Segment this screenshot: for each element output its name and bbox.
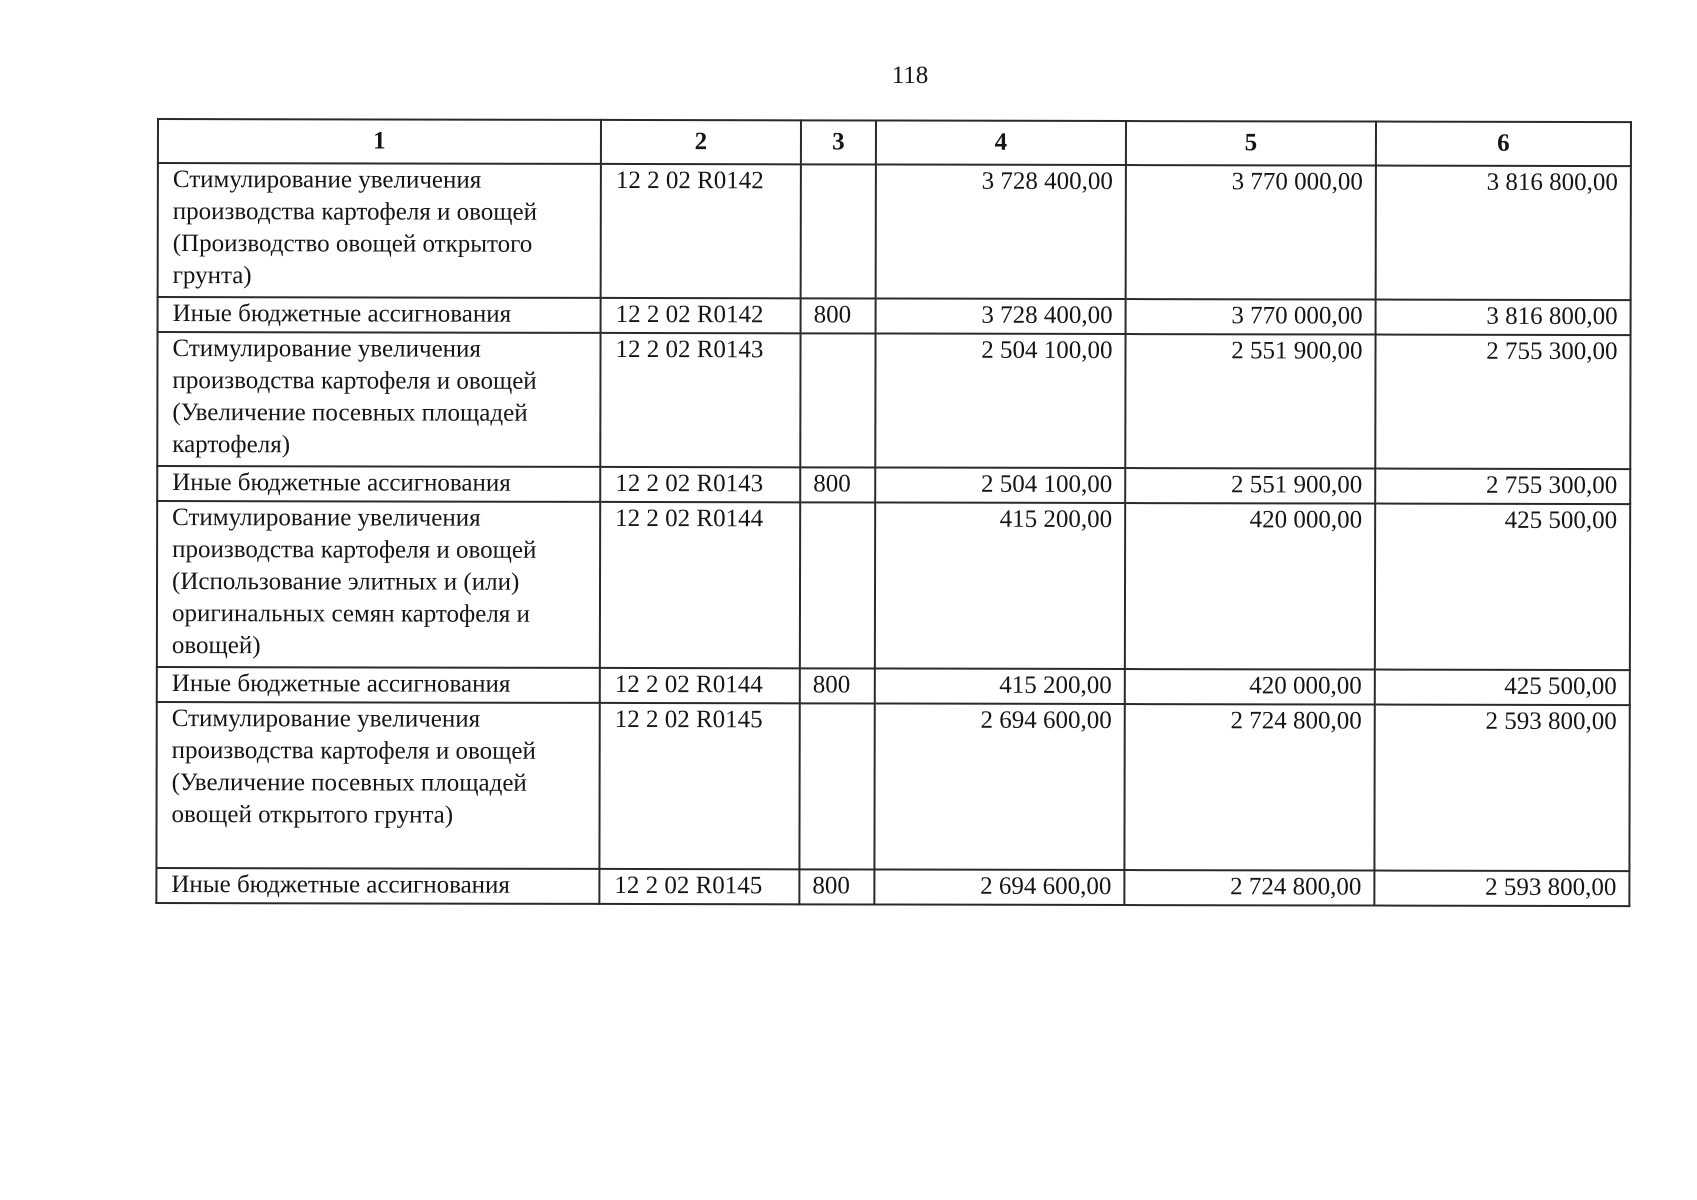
row-amount-col4: 415 200,00 [875, 669, 1125, 705]
row-amount-col5: 420 000,00 [1125, 669, 1375, 705]
row-name: Иные бюджетные ассигнования [156, 868, 599, 904]
row-expense-type [799, 703, 874, 869]
column-header: 5 [1126, 121, 1376, 166]
row-amount-col6: 425 500,00 [1375, 504, 1630, 671]
row-amount-col4: 2 504 100,00 [875, 468, 1125, 504]
table-row [157, 667, 1630, 705]
row-code: 12 2 02 R0143 [600, 333, 800, 467]
row-code: 12 2 02 R0142 [601, 164, 801, 298]
row-name: Стимулирование увеличения производства картофеля и овощей (Производство овощей открытого грунта) [158, 163, 601, 298]
row-name: Стимулирование увеличения производства картофеля и овощей (Увеличение посевных площадей овощей открытого грунта) [156, 702, 599, 869]
table-row [157, 501, 1630, 670]
row-amount-col5: 420 000,00 [1125, 503, 1375, 670]
row-expense-type: 800 [801, 298, 876, 333]
row-amount-col4: 3 728 400,00 [876, 165, 1126, 300]
row-amount-col4: 415 200,00 [875, 503, 1125, 670]
row-name: Стимулирование увеличения производства картофеля и овощей (Использование элитных и (или) оригинальных семян картофеля и овощей) [157, 501, 600, 668]
row-code: 12 2 02 R0145 [599, 869, 799, 904]
row-amount-col6: 2 593 800,00 [1374, 871, 1629, 907]
row-amount-col6: 425 500,00 [1375, 670, 1630, 706]
row-expense-type: 800 [800, 668, 875, 703]
row-amount-col4: 2 694 600,00 [874, 870, 1124, 906]
page-number: 118 [891, 62, 929, 89]
table-row [157, 332, 1630, 469]
row-amount-col5: 3 770 000,00 [1126, 165, 1376, 300]
row-name: Иные бюджетные ассигнования [157, 667, 600, 703]
row-code: 12 2 02 R0144 [600, 502, 800, 668]
row-expense-type [800, 333, 875, 467]
table-row [156, 702, 1629, 871]
row-amount-col5: 2 551 900,00 [1125, 468, 1375, 504]
row-expense-type [801, 164, 876, 298]
row-amount-col4: 2 694 600,00 [874, 704, 1124, 871]
table-row [157, 466, 1630, 504]
column-header: 6 [1376, 122, 1631, 167]
row-code: 12 2 02 R0142 [601, 298, 801, 333]
row-amount-col5: 3 770 000,00 [1126, 299, 1376, 335]
column-header: 4 [876, 121, 1126, 166]
row-amount-col5: 2 551 900,00 [1125, 334, 1375, 469]
row-amount-col6: 2 593 800,00 [1374, 705, 1629, 872]
row-name: Иные бюджетные ассигнования [158, 297, 601, 333]
row-amount-col6: 3 816 800,00 [1376, 300, 1631, 336]
column-header: 1 [158, 119, 601, 164]
row-expense-type [800, 502, 875, 668]
table-row [158, 297, 1631, 335]
column-header: 2 [601, 120, 801, 164]
row-amount-col6: 2 755 300,00 [1375, 469, 1630, 505]
row-amount-col5: 2 724 800,00 [1124, 870, 1374, 906]
table-header-row [158, 119, 1631, 166]
column-header: 3 [801, 120, 876, 164]
row-amount-col4: 2 504 100,00 [875, 334, 1125, 469]
row-amount-col5: 2 724 800,00 [1124, 704, 1374, 871]
row-code: 12 2 02 R0144 [600, 668, 800, 703]
row-expense-type: 800 [800, 467, 875, 502]
row-amount-col4: 3 728 400,00 [876, 299, 1126, 335]
budget-table [155, 118, 1632, 907]
row-code: 12 2 02 R0145 [599, 703, 799, 869]
row-expense-type: 800 [799, 869, 874, 904]
table-row [158, 163, 1631, 300]
row-name: Стимулирование увеличения производства картофеля и овощей (Увеличение посевных площадей картофеля) [157, 332, 600, 467]
row-amount-col6: 3 816 800,00 [1376, 166, 1631, 301]
row-name: Иные бюджетные ассигнования [157, 466, 600, 502]
table-row [156, 868, 1629, 906]
row-code: 12 2 02 R0143 [600, 467, 800, 502]
row-amount-col6: 2 755 300,00 [1375, 335, 1630, 470]
